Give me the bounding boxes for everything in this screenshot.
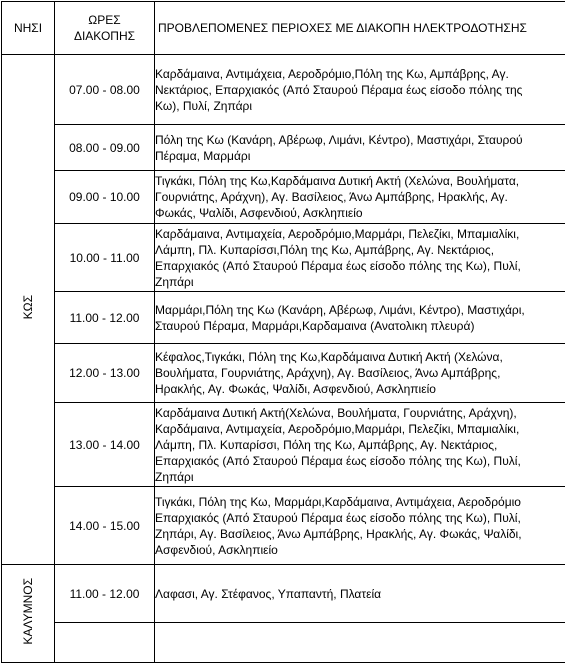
time-cell xyxy=(55,623,155,663)
areas-cell xyxy=(155,171,565,224)
time-text: 13.00 - 14.00 xyxy=(69,438,140,452)
header-island xyxy=(2,2,55,55)
areas-line: Φωκάς, Ψαλίδι, Ασφενδιού, Ασκληπιείο xyxy=(155,205,565,221)
areas-line: Ζηπάρι xyxy=(155,469,565,485)
header-row xyxy=(2,2,565,55)
areas-line: Επαρχιακός (Από Σταυρού Πέραμα έως είσοδο πόλης της Κω), Πυλί, xyxy=(155,510,565,526)
areas-cell xyxy=(155,623,565,663)
header-hours-line2: ΔΙΑΚΟΠΗΣ xyxy=(55,28,154,44)
time-text: 08.00 - 09.00 xyxy=(69,141,140,155)
time-cell xyxy=(55,487,155,565)
areas-line: Καρδάμαινα, Αντιμάχεια, Αεροδρόμιο,Πόλη της Κω, Αμπάβρης, Αγ. xyxy=(155,66,565,82)
time-text: 07.00 - 08.00 xyxy=(69,83,140,97)
time-text: 11.00 - 12.00 xyxy=(70,311,140,325)
areas-line: Πέραμα, Μαρμάρι xyxy=(155,148,565,164)
areas-line: Πόλη της Κω (Κανάρη, Αβέρωφ, Λιμάνι, Κέντρο), Μαστιχάρι, Σταυρού xyxy=(155,132,565,148)
time-text: 11.00 - 12.00 xyxy=(70,587,140,601)
areas-line: Ηρακλής, Αγ. Φωκάς, Ψαλίδι, Ασφενδιού, Ασκληπιείο xyxy=(155,381,565,397)
time-cell xyxy=(55,55,155,125)
power-outage-table xyxy=(1,1,565,663)
areas-line: Τιγκάκι, Πόλη της Κω,Καρδάμαινα Δυτική Ακτή (Χελώνα, Βουλήματα, xyxy=(155,173,565,189)
areas-line: Κέφαλος,Τιγκάκι, Πόλη της Κω,Καρδάμαινα Δυτική Ακτή (Χελώνα, xyxy=(155,349,565,365)
areas-cell xyxy=(155,292,565,344)
areas-cell xyxy=(155,487,565,565)
island-cell-kalymnos xyxy=(2,565,55,663)
areas-line: Τιγκάκι, Πόλη της Κω, Μαρμάρι,Καρδάμαινα, Αντιμάχεια, Αεροδρόμιο xyxy=(155,494,565,510)
areas-cell xyxy=(155,125,565,171)
areas-line: Ζηπάρι, Αγ. Βασίλειος, Άνω Αμπάβρης, Ηρακλής, Αγ. Φωκάς, Ψαλίδι, xyxy=(155,526,565,542)
areas-line: Γουρνιάτης, Αράχνη), Αγ. Βασίλειος, Άνω Αμπάβρης, Ηρακλής, Αγ. xyxy=(155,189,565,205)
areas-cell xyxy=(155,344,565,403)
areas-line: Ζηπάρι xyxy=(155,274,565,290)
areas-cell xyxy=(155,403,565,487)
header-island-text: ΝΗΣΙ xyxy=(14,21,42,35)
island-name: ΚΑΛΥΜΝΟΣ xyxy=(21,578,35,645)
header-hours-line1: ΩΡΕΣ xyxy=(55,12,154,28)
time-text: 12.00 - 13.00 xyxy=(69,366,140,380)
table-row xyxy=(2,403,565,487)
table-row xyxy=(2,487,565,565)
island-name: ΚΩΣ xyxy=(21,295,35,319)
table-row xyxy=(2,171,565,224)
areas-line: Καρδάμαινα, Αντιμαχεία, Αεροδρόμιο,Μαρμάρι, Πελεζίκι, Μπαμιαλίκι, xyxy=(155,226,565,242)
areas-line: Λάμπη, Πλ. Κυπαρίσσι, Πόλη της Κω, Αμπάβρης, Αγ. Νεκτάριος, xyxy=(155,437,565,453)
table-row xyxy=(2,292,565,344)
areas-line: Ασφενδιού, Ασκληπιείο xyxy=(155,542,565,558)
time-cell xyxy=(55,292,155,344)
time-cell xyxy=(55,344,155,403)
table-row xyxy=(2,344,565,403)
areas-line: Καρδάμαινα, Αντιμαχεία, Αεροδρόμιο,Μαρμάρι, Πελεζίκι, Μπαμιαλίκι, xyxy=(155,421,565,437)
areas-line: Λαφασι, Αγ. Στέφανος, Υπαπαντή, Πλατεία xyxy=(155,586,565,602)
header-hours xyxy=(55,2,155,55)
areas-cell xyxy=(155,565,565,623)
areas-line: Σταυρού Πέραμα, Μαρμάρι,Καρδαμαινα (Ανατολικη πλευρά) xyxy=(155,318,565,334)
areas-line: Επαρχιακός (Από Σταυρού Πέραμα έως είσοδο πόλης της Κω), Πυλί, xyxy=(155,453,565,469)
areas-line: Λάμπη, Πλ. Κυπαρίσσι,Πόλη της Κω, Αμπάβρης, Αγ. Νεκτάριος, xyxy=(155,242,565,258)
table-row xyxy=(2,565,565,623)
areas-line: Κω), Πυλί, Ζηπάρι xyxy=(155,98,565,114)
areas-line: Νεκτάριος, Επαρχιακός (Από Σταυρού Πέραμα έως είσοδο πόλης της xyxy=(155,82,565,98)
areas-cell xyxy=(155,224,565,292)
areas-line: Βουλήματα, Γουρνιάτης, Αράχνη), Αγ. Βασίλειος, Άνω Αμπάβρης, xyxy=(155,365,565,381)
time-cell xyxy=(55,403,155,487)
time-text: 14.00 - 15.00 xyxy=(69,519,140,533)
header-areas-text: ΠΡΟΒΛΕΠΟΜΕΝΕΣ ΠΕΡΙΟΧΕΣ ΜΕ ΔΙΑΚΟΠΗ ΗΛΕΚΤΡΟΔΟΤΗΣΗΣ xyxy=(158,21,527,35)
time-cell xyxy=(55,171,155,224)
table-row xyxy=(2,623,565,663)
areas-line: Επαρχιακός (Από Σταυρού Πέραμα έως είσοδο πόλης της Κω), Πυλί, xyxy=(155,258,565,274)
time-cell xyxy=(55,224,155,292)
time-cell xyxy=(55,565,155,623)
time-text: 10.00 - 11.00 xyxy=(70,251,140,265)
time-text: 09.00 - 10.00 xyxy=(69,190,140,204)
time-cell xyxy=(55,125,155,171)
areas-line: Καρδάμαινα Δυτική Ακτή(Χελώνα, Βουλήματα, Γουρνιάτης, Αράχνη), xyxy=(155,405,565,421)
areas-cell xyxy=(155,55,565,125)
table-row xyxy=(2,224,565,292)
table-row xyxy=(2,125,565,171)
header-areas xyxy=(155,2,565,55)
areas-line: Μαρμάρι,Πόλη της Κω (Κανάρη, Αβέρωφ, Λιμάνι, Κέντρο), Μαστιχάρι, xyxy=(155,302,565,318)
table-row xyxy=(2,55,565,125)
island-cell-kos xyxy=(2,55,55,565)
